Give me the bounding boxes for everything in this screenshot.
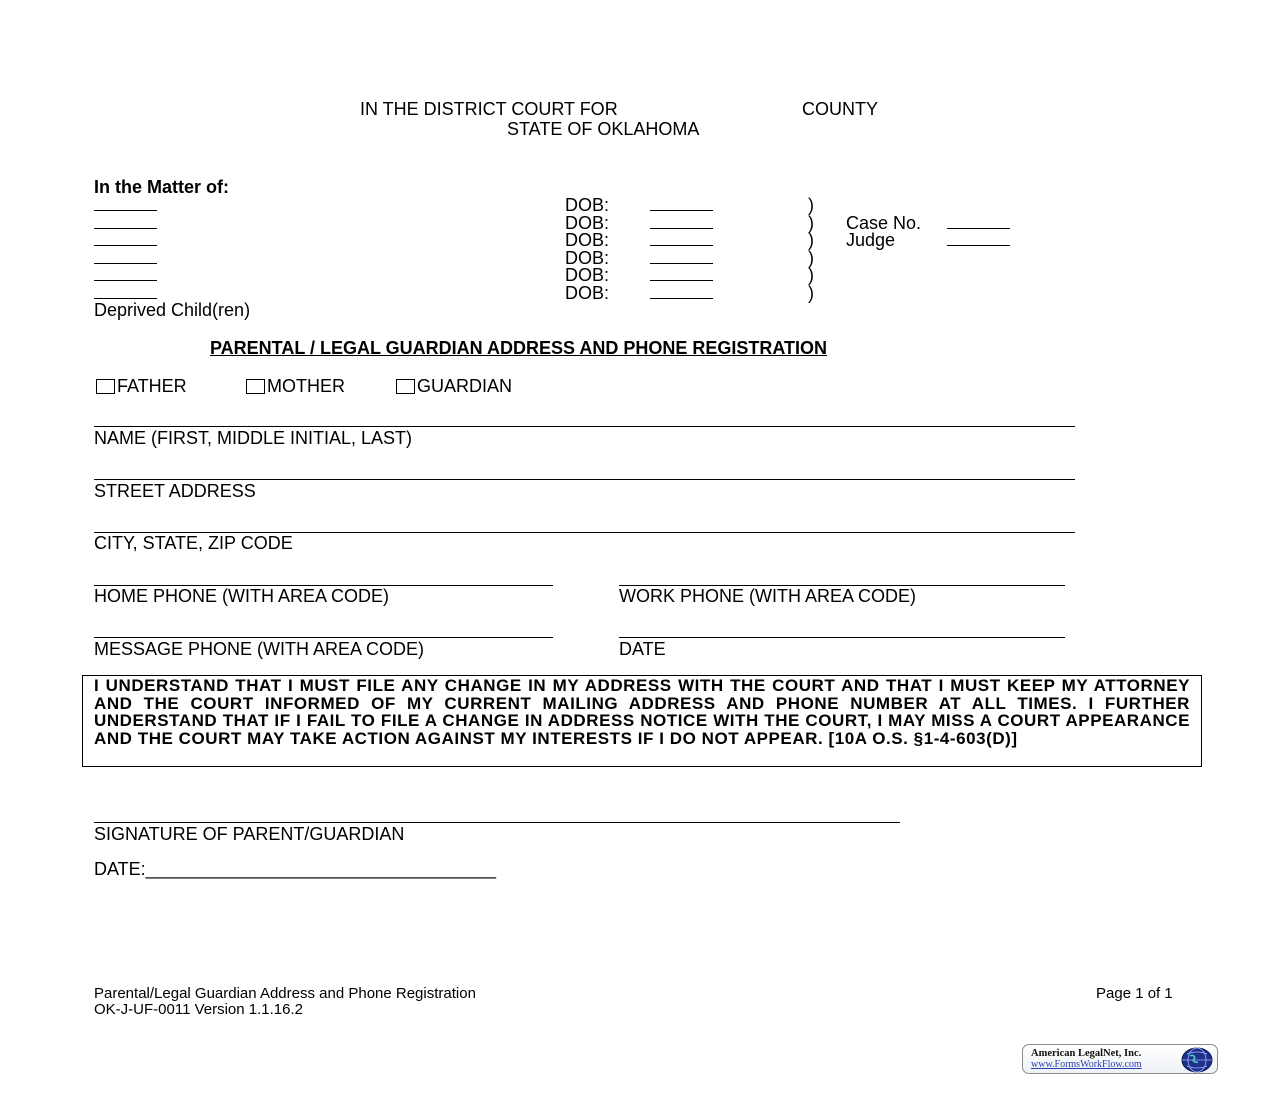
caption-paren: ) — [808, 195, 814, 215]
matter-label: In the Matter of: — [94, 177, 229, 197]
father-checkbox[interactable] — [96, 379, 115, 394]
dob-row — [565, 213, 825, 231]
court-heading: IN THE DISTRICT COURT FOR — [360, 99, 618, 119]
caption-paren: ) — [808, 230, 814, 250]
dob-label: DOB: — [565, 213, 610, 233]
mother-checkbox[interactable] — [246, 379, 265, 394]
globe-icon — [1180, 1046, 1214, 1074]
judge-line[interactable] — [947, 245, 1010, 246]
case-no-line[interactable] — [947, 228, 1010, 229]
guardian-checkbox[interactable] — [396, 379, 415, 394]
father-label: FATHER — [117, 376, 187, 396]
dob-row — [565, 195, 825, 213]
deprived-children-label: Deprived Child(ren) — [94, 300, 251, 320]
judge-label: Judge — [846, 230, 896, 250]
mother-label: MOTHER — [267, 376, 345, 396]
dob-line[interactable] — [650, 245, 713, 246]
dob-row — [565, 230, 825, 248]
caption-paren: ) — [808, 283, 814, 303]
signature-label: SIGNATURE OF PARENT/GUARDIAN — [94, 824, 405, 844]
american-legalnet-logo[interactable] — [1022, 1044, 1218, 1074]
dob-label: DOB: — [565, 265, 610, 285]
caption-paren: ) — [808, 265, 814, 285]
caption-paren: ) — [808, 213, 814, 233]
street-line[interactable] — [94, 479, 1075, 480]
footer-form-name: Parental/Legal Guardian Address and Phone Registration — [94, 985, 476, 1002]
county-label: COUNTY — [802, 99, 878, 119]
guardian-option[interactable] — [396, 376, 512, 396]
guardian-label: GUARDIAN — [417, 376, 513, 396]
child-name-line[interactable] — [94, 263, 157, 264]
child-name-line[interactable] — [94, 280, 157, 281]
child-name-line[interactable] — [94, 228, 157, 229]
form-title: PARENTAL / LEGAL GUARDIAN ADDRESS AND PHONE REGISTRATION — [210, 338, 828, 358]
signature-line[interactable] — [94, 822, 900, 823]
dob-line[interactable] — [650, 210, 713, 211]
street-label: STREET ADDRESS — [94, 481, 256, 501]
state-heading: STATE OF OKLAHOMA — [507, 119, 700, 139]
dob-line[interactable] — [650, 228, 713, 229]
message-phone-line[interactable] — [94, 637, 553, 638]
caption-paren: ) — [808, 248, 814, 268]
child-name-line[interactable] — [94, 245, 157, 246]
logo-url[interactable]: www.FormsWorkFlow.com — [1031, 1059, 1142, 1070]
work-phone-label: WORK PHONE (WITH AREA CODE) — [619, 586, 917, 606]
signature-date-field[interactable]: DATE:___________________________________ — [94, 859, 497, 879]
dob-row — [565, 283, 825, 301]
date-line[interactable] — [619, 637, 1065, 638]
page-number: Page 1 of 1 — [1096, 985, 1173, 1002]
notice-box: I UNDERSTAND THAT I MUST FILE ANY CHANGE IN MY ADDRESS WITH THE COURT AND THAT I MUST KEEP MY ATTORNEY AND THE COURT INFORMED OF MY CURRENT MAILING ADDRESS AND PHONE NUMBER AT ALL TIMES. I FURTHER UNDERSTAND THAT IF I FAIL TO FILE A CHANGE IN ADDRESS NOTICE WITH THE COURT, I MAY MISS A COURT APPEARANCE AND THE COURT MAY TAKE ACTION AGAINST MY INTERESTS IF I DO NOT APPEAR. [10A O.S. §1-4-603(D)] — [82, 675, 1202, 767]
dob-label: DOB: — [565, 195, 610, 215]
father-option[interactable] — [96, 376, 187, 396]
dob-row — [565, 265, 825, 283]
name-label: NAME (FIRST, MIDDLE INITIAL, LAST) — [94, 428, 413, 448]
case-no-label: Case No. — [846, 213, 922, 233]
logo-company: American LegalNet, Inc. — [1031, 1048, 1142, 1059]
name-line[interactable] — [94, 426, 1075, 427]
dob-label: DOB: — [565, 248, 610, 268]
date-label: DATE — [619, 639, 666, 659]
dob-row — [565, 248, 825, 266]
dob-line[interactable] — [650, 263, 713, 264]
dob-line[interactable] — [650, 280, 713, 281]
message-phone-label: MESSAGE PHONE (WITH AREA CODE) — [94, 639, 425, 659]
dob-label: DOB: — [565, 283, 610, 303]
city-label: CITY, STATE, ZIP CODE — [94, 533, 293, 553]
footer-form-code: OK-J-UF-0011 Version 1.1.16.2 — [94, 1001, 303, 1018]
dob-line[interactable] — [650, 298, 713, 299]
dob-label: DOB: — [565, 230, 610, 250]
child-name-line[interactable] — [94, 210, 157, 211]
mother-option[interactable] — [246, 376, 345, 396]
home-phone-label: HOME PHONE (WITH AREA CODE) — [94, 586, 390, 606]
child-name-line[interactable] — [94, 298, 157, 299]
